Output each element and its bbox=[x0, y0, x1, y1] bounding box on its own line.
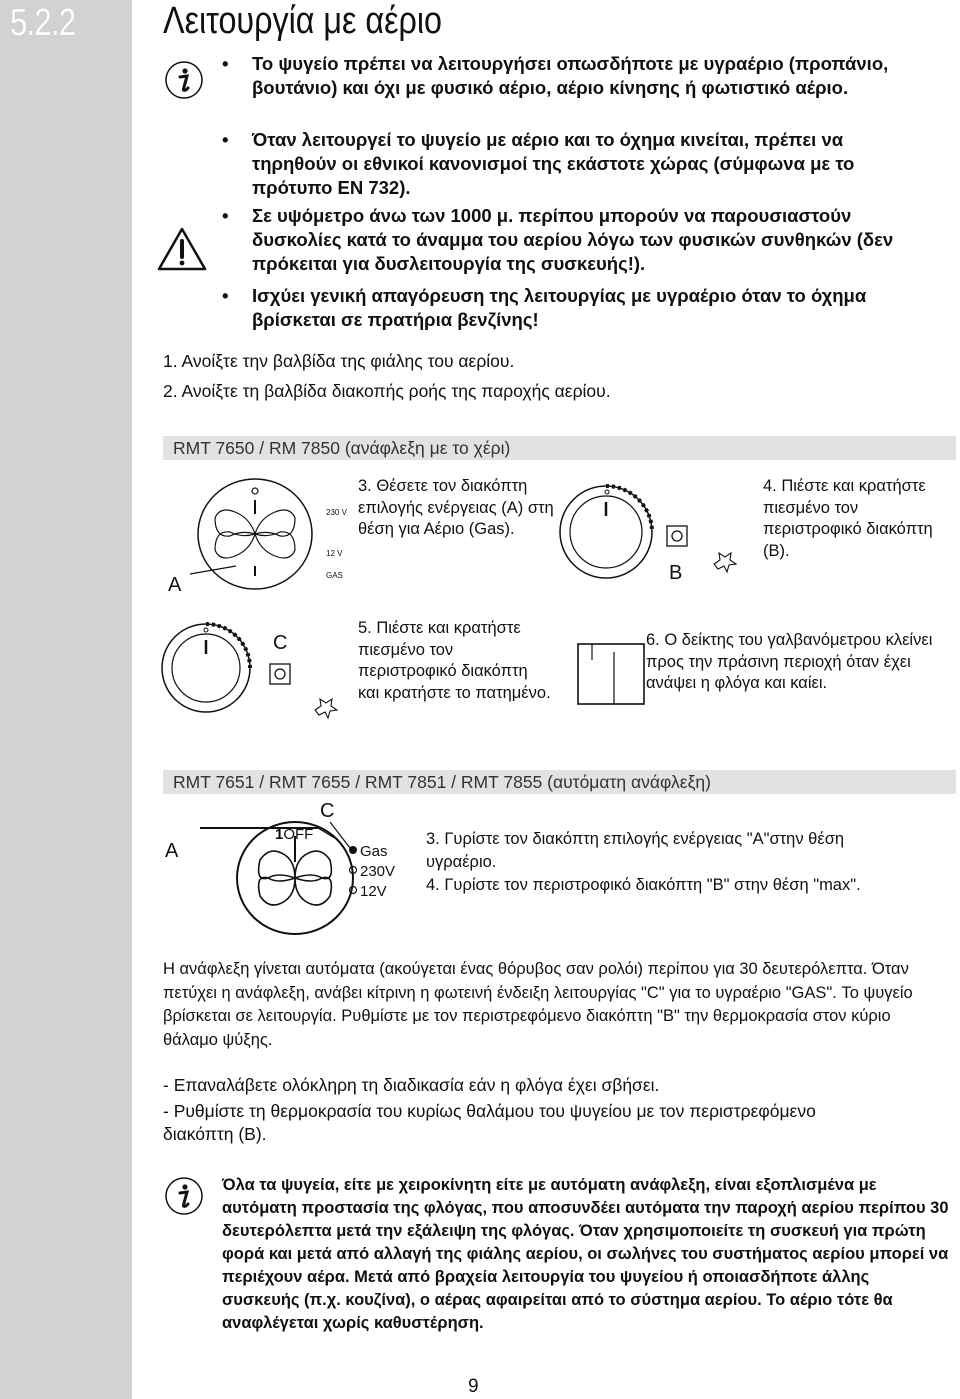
galvanometer-diagram bbox=[576, 640, 648, 708]
auto-label-c: C bbox=[320, 800, 335, 822]
manual-step-6: 6. Ο δείκτης του γαλβανόμετρου κλείνει προς την πράσινη περιοχή όταν έχει ανάψει η φλόγα και καίει. bbox=[646, 631, 933, 692]
flame-protection-note: Όλα τα ψυγεία, είτε με χειροκίνητη είτε με αυτόματη ανάφλεξη, είναι εξοπλισμένα με αυτόματη προστασία της φλόγας, που αποσυνδέει αυτόματα την παροχή αερίου περίπου 30 δευτερόλεπτα μετά την εξάλειψη της φλόγας. Όταν χρησιμοποιείτε τη συσκευή για πρώτη φορά και μετά από αλλαγή της φιάλης αερίου, οι σωλήνες του συστήματος αερίου μπορεί να περιέχουν αέρα. Μετά από βραχεία λειτουργία του ψυγείου ή οποιασδήποτε άλλης συσκευής (π.χ. κουζίνα), ο αέρας αφαιρείται από το σύστημα αερίου. Το αέριο τότε θα αναφλέγεται χωρίς καθυστέρηση. bbox=[222, 1176, 949, 1332]
label-c: C bbox=[273, 632, 288, 654]
auto-step-3: 3. Γυρίστε τον διακόπτη επιλογής ενέργειας "A"στην θέση υγραέριο. bbox=[426, 830, 845, 871]
section-number: 5.2.2 bbox=[10, 2, 76, 44]
ignition-paragraph: Η ανάφλεξη γίνεται αυτόματα (ακούγεται ένας θόρυβος σαν ρολόι) περίπου για 30 δευτερόλεπτα. Όταν πετύχει η ανάφλεξη, ανάβει κίτρινη η φωτεινή ένδειξη λειτουργίας "C" για το υγραέριο "GAS". Το ψυγείο βρίσκεται σε λειτουργία. Ρυθμίστε με τον περιστρεφόμενο διακόπτη "B" την θερμοκρασία στον κύριο θάλαμο ψύξης. bbox=[163, 960, 913, 1049]
warning-bullet-1: • Σε υψόμετρο άνω των 1000 μ. περίπου μπορούν να παρουσιαστούν δυσκολίες κατά το άναμμα του αερίου λόγω των φυσικών συνθηκών (δεν πρόκειται για δυσλειτουργία της συσκευής!). bbox=[222, 205, 894, 274]
selector-gas-label: GAS bbox=[326, 571, 343, 580]
label-b: B bbox=[669, 562, 683, 584]
push-knob-diagram bbox=[160, 622, 360, 722]
manual-step-5: 5. Πιέστε και κρατήστε πιεσμένο τον περιστροφικό διακόπτη και κρατήστε το πατημένο. bbox=[358, 619, 551, 702]
auto-ignition-header: RMT 7651 / RMT 7655 / RMT 7851 / RMT 7855 (αυτόματη ανάφλεξη) bbox=[163, 770, 956, 794]
warning-icon bbox=[156, 226, 208, 272]
manual-ignition-header: RMT 7650 / RM 7850 (ανάφλεξη με το χέρι) bbox=[163, 436, 956, 460]
sidebar-band bbox=[0, 0, 132, 1399]
info-bullet-1: • Το ψυγείο πρέπει να λειτουργήσει οπωσδήποτε με υγραέριο (προπάνιο, βουτάνιο) και όχι με φυσικό αέριο, αέριο κίνησης ή φωτιστικό αέριο. bbox=[222, 53, 889, 98]
warning-bullet-2: • Ισχύει γενική απαγόρευση της λειτουργίας με υγραέριο όταν το όχημα βρίσκεται σε πρατήρια βενζίνης! bbox=[222, 285, 867, 330]
info-bullet-2: • Όταν λειτουργεί το ψυγείο με αέριο και το όχημα κινείται, πρέπει να τηρηθούν οι εθνικοί κανονισμοί της εκάστοτε χώρας (σύμφωνα με το πρότυπο EN 732). bbox=[222, 129, 855, 198]
rotary-knob-diagram bbox=[556, 482, 756, 592]
dash-item-1: - Επαναλάβετε ολόκληρη τη διαδικασία εάν η φλόγα έχει σβήσει. bbox=[163, 1075, 660, 1095]
selector-12v-label: 12 V bbox=[326, 549, 343, 558]
selector-230v-label: 230 V bbox=[326, 508, 347, 517]
knob-gas-label: Gas bbox=[360, 843, 388, 860]
auto-step-4: 4. Γυρίστε τον περιστροφικό διακόπτη "B" στην θέση "max". bbox=[426, 876, 861, 894]
section-title: Λειτουργία με αέριο bbox=[163, 0, 442, 42]
knob-off-label: 1OFF bbox=[275, 826, 314, 843]
page-number: 9 bbox=[468, 1376, 479, 1397]
dash-item-2: - Ρυθμίστε τη θερμοκρασία του κυρίως θαλάμου του ψυγείου με τον περιστρεφόμενο διακόπτη (B). bbox=[163, 1101, 816, 1144]
step-1: 1. Ανοίξτε την βαλβίδα της φιάλης του αερίου. bbox=[163, 351, 515, 371]
auto-label-a: A bbox=[165, 840, 179, 862]
info-icon bbox=[164, 60, 204, 100]
info-icon bbox=[164, 1176, 204, 1216]
manual-step-4: 4. Πιέστε και κρατήστε πιεσμένο τον περιστροφικό διακόπτη (B). bbox=[763, 477, 933, 560]
knob-12v-label: 12V bbox=[360, 883, 387, 900]
step-2: 2. Ανοίξτε τη βαλβίδα διακοπής ροής της παροχής αερίου. bbox=[163, 381, 611, 401]
knob-230v-label: 230V bbox=[360, 863, 396, 880]
manual-step-3: 3. Θέσετε τον διακόπτη επιλογής ενέργειας (A) στη θέση για Αέριο (Gas). bbox=[358, 477, 554, 538]
energy-selector-diagram bbox=[160, 478, 360, 598]
label-a: A bbox=[168, 574, 182, 596]
